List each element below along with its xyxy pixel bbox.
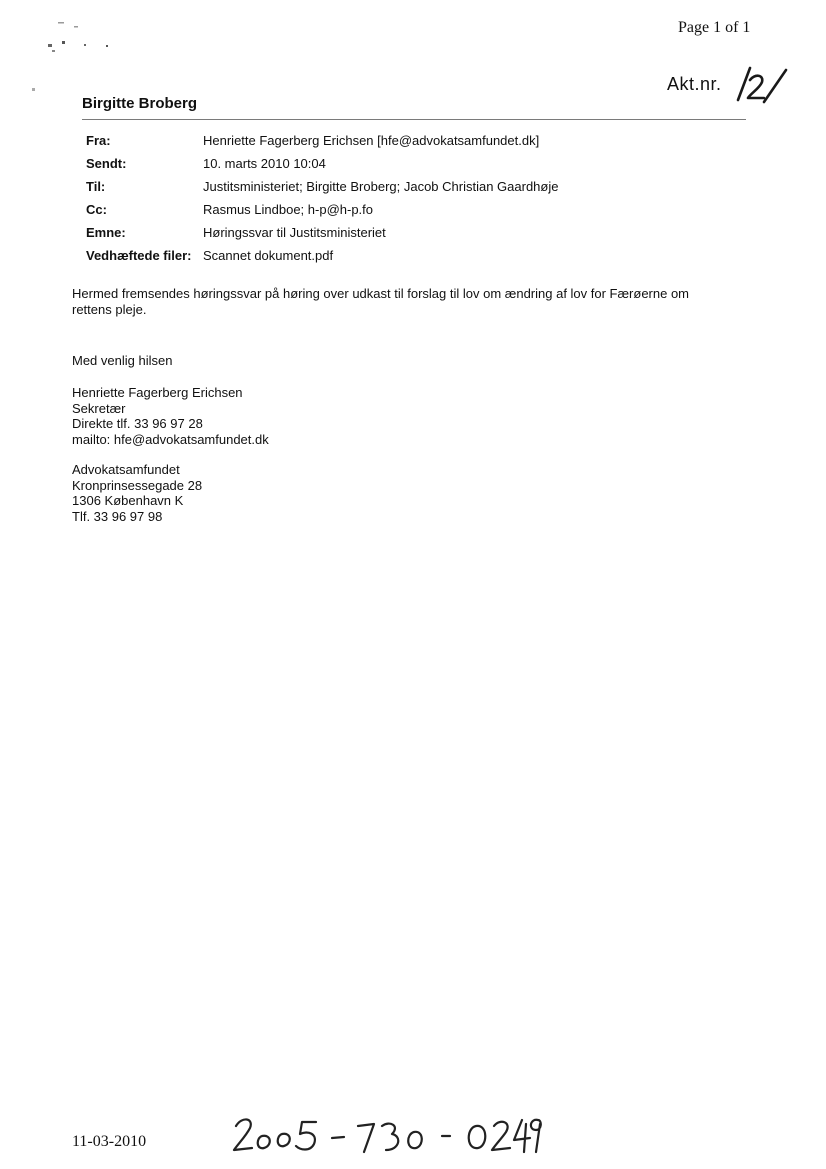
received-date: 11-03-2010	[72, 1133, 147, 1150]
signature-phone: Direkte tlf. 33 96 97 28	[72, 416, 203, 431]
attachment-filename: Scannet dokument.pdf	[203, 248, 334, 263]
message-line: Hermed fremsendes høringssvar på høring over udkast til forslag til lov om ændring af lov for Færøerne om	[72, 286, 690, 301]
header-value: Henriette Fagerberg Erichsen [hfe@advokatsamfundet.dk]	[203, 133, 540, 148]
organization-street: Kronprinsessegade 28	[72, 477, 203, 493]
header-label: Fra:	[86, 133, 111, 148]
greeting: Med venlig hilsen	[72, 353, 173, 368]
sender-heading: Birgitte Broberg	[82, 95, 198, 112]
organization-phone: Tlf. 33 96 97 98	[72, 508, 163, 524]
organization-city: 1306 København K	[72, 493, 184, 508]
header-value: Høringssvar til Justitsministeriet	[203, 225, 386, 240]
header-label: Cc:	[86, 202, 107, 217]
header-divider	[82, 119, 746, 120]
scan-specks	[30, 20, 120, 95]
header-value: 10. marts 2010 10:04	[203, 156, 326, 171]
header-label: Vedhæftede filer:	[86, 248, 192, 263]
signature-title: Sekretær	[72, 400, 126, 416]
case-number-handwritten	[232, 1112, 542, 1160]
header-label: Emne:	[86, 225, 126, 240]
message-line: rettens pleje.	[72, 301, 147, 317]
header-value: Rasmus Lindboe; h-p@h-p.fo	[203, 202, 374, 217]
akt-number-handwritten	[734, 64, 790, 106]
akt-label: Akt.nr.	[667, 74, 722, 94]
page-number: Page 1 of 1	[678, 19, 751, 36]
organization-name: Advokatsamfundet	[72, 462, 180, 477]
header-value: Justitsministeriet; Birgitte Broberg; Jacob Christian Gaardhøje	[203, 179, 559, 194]
signature-email: mailto: hfe@advokatsamfundet.dk	[72, 431, 269, 447]
header-label: Sendt:	[86, 156, 127, 171]
signature-name: Henriette Fagerberg Erichsen	[72, 385, 243, 400]
organization-block	[72, 462, 202, 524]
header-label: Til:	[86, 179, 106, 194]
message-body	[72, 286, 689, 317]
signature-block	[72, 385, 269, 447]
